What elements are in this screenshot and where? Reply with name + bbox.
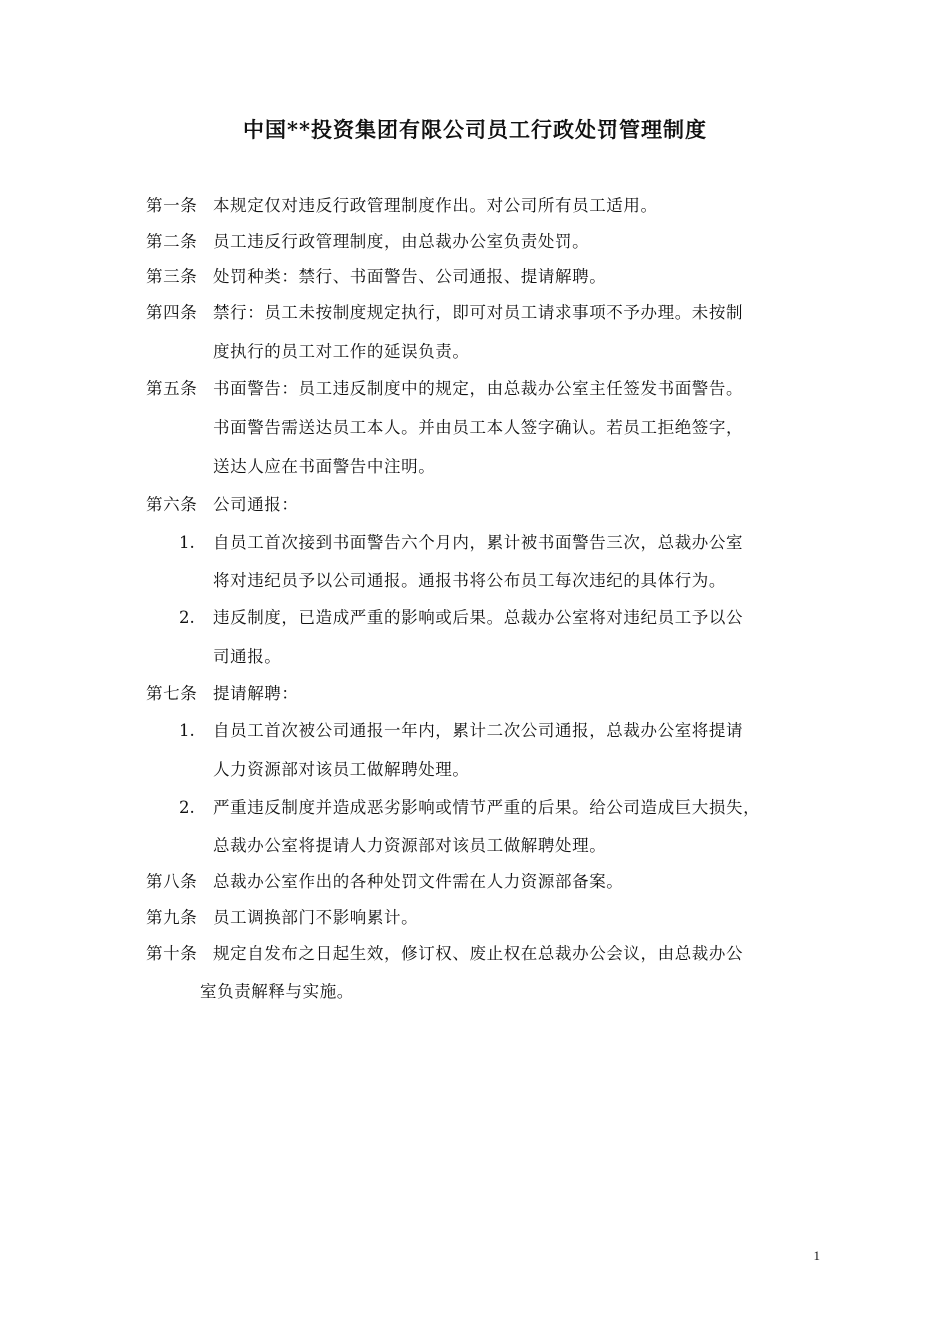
document-title: 中国**投资集团有限公司员工行政处罚管理制度 [243, 117, 707, 142]
article-text: 员工调换部门不影响累计。 [213, 908, 419, 927]
article-text: 书面警告：员工违反制度中的规定，由总裁办公室主任签发书面警告。 [213, 379, 744, 398]
article-label: 第八条 [146, 872, 198, 891]
article-text: 送达人应在书面警告中注明。 [213, 457, 436, 476]
article-label: 第七条 [146, 684, 198, 703]
article-label: 第一条 [146, 196, 198, 215]
list-item-text: 人力资源部对该员工做解聘处理。 [213, 760, 470, 779]
list-item-text: 自员工首次被公司通报一年内，累计二次公司通报，总裁办公室将提请 [213, 721, 744, 740]
list-item-text: 将对违纪员予以公司通报。通报书将公布员工每次违纪的具体行为。 [213, 571, 726, 590]
article-label: 第三条 [146, 267, 198, 286]
article-text: 员工违反行政管理制度，由总裁办公室负责处罚。 [213, 232, 590, 251]
page-number: 1 [813, 1248, 820, 1263]
article-text: 提请解聘： [213, 684, 299, 703]
list-item-text: 司通报。 [213, 647, 282, 666]
article-label: 第六条 [146, 495, 198, 514]
list-item-text: 严重违反制度并造成恶劣影响或情节严重的后果。给公司造成巨大损失， [213, 798, 761, 817]
article-label: 第二条 [146, 232, 198, 251]
article-label: 第十条 [146, 944, 198, 963]
article-text: 度执行的员工对工作的延误负责。 [213, 342, 470, 361]
list-item-text: 违反制度，已造成严重的影响或后果。总裁办公室将对违纪员工予以公 [213, 608, 744, 627]
article-text: 本规定仅对违反行政管理制度作出。对公司所有员工适用。 [213, 196, 658, 215]
list-item-number: 2. [179, 608, 195, 627]
article-text: 禁行：员工未按制度规定执行，即可对员工请求事项不予办理。未按制 [213, 303, 744, 322]
article-text: 处罚种类：禁行、书面警告、公司通报、提请解聘。 [213, 267, 607, 286]
list-item-number: 2. [179, 798, 195, 817]
article-text: 书面警告需送达员工本人。并由员工本人签字确认。若员工拒绝签字， [213, 418, 744, 437]
list-item-text: 总裁办公室将提请人力资源部对该员工做解聘处理。 [213, 836, 607, 855]
article-text: 规定自发布之日起生效，修订权、废止权在总裁办公会议，由总裁办公 [213, 944, 744, 963]
article-text: 室负责解释与实施。 [200, 982, 354, 1001]
article-text: 公司通报： [213, 495, 299, 514]
list-item-number: 1. [179, 721, 195, 740]
article-label: 第四条 [146, 303, 198, 322]
list-item-text: 自员工首次接到书面警告六个月内，累计被书面警告三次，总裁办公室 [213, 533, 744, 552]
list-item-number: 1. [179, 533, 195, 552]
article-label: 第九条 [146, 908, 198, 927]
article-label: 第五条 [146, 379, 198, 398]
article-text: 总裁办公室作出的各种处罚文件需在人力资源部备案。 [213, 872, 624, 891]
